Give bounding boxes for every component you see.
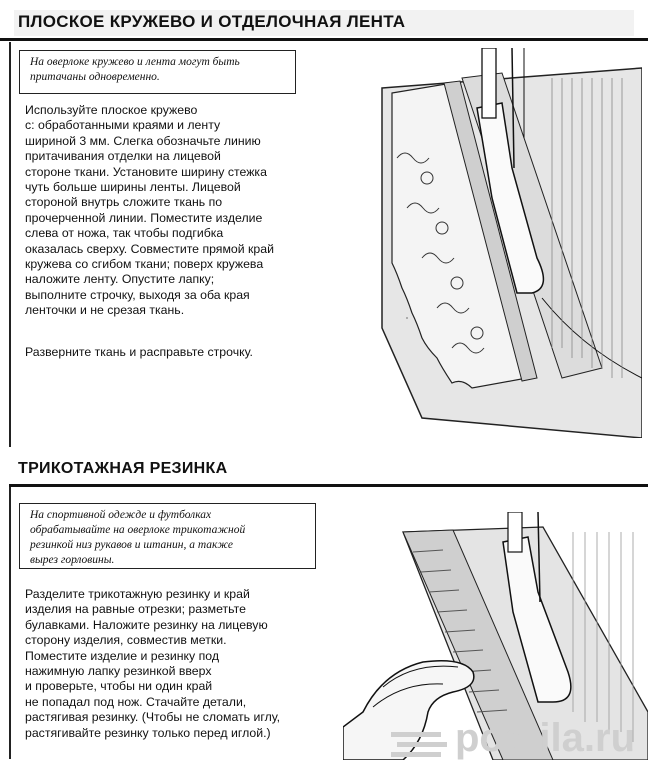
section1-instructions: Используйте плоское кружево с: обработанными краями и ленту шириной 3 мм. Слегка обозначьте линию притачивания отделки на лицевой стороне ткани. Установите ширину стежка чуть больше ширины ленты. Лицевой стороной внутрь сложите ткань по прочерченной линии. Поместите изделие слева от ножа, так чтобы подгибка оказалась сверху. Совместите прямой край кружева со сгибом ткани; поверх кружева наложите ленту. Опустите лапку; выполните строчку, выходя за оба края ленточки и не срезая ткань. [25, 103, 274, 318]
section1-note: На оверлоке кружево и лента могут быть притачаны одновременно. [30, 56, 240, 83]
section2-note: На спортивной одежде и футболках обрабатывайте на оверлоке трикотажной резинкой низ рукавов и штанин, а также вырез горловины. [30, 509, 246, 566]
presser-shank-2 [508, 512, 522, 552]
section2-left-frame [9, 487, 11, 759]
lace-sewing-illustration [352, 48, 642, 438]
section1-note-box [19, 50, 296, 94]
section2-note-box [19, 503, 316, 569]
section2-instructions: Разделите трикотажную резинку и край изделия на равные отрезки; разметьте булавками. Наложите резинку на лицевую сторону изделия, совместив метки. Поместите изделие и резинку под нажимную лапку резинкой вверх и проверьте, чтобы ни один край не попадал под нож. Стачайте детали, растягивая резинку. (Чтобы не сломать иглу, растягивайте резинку только перед иглой.) [25, 587, 281, 740]
section1-closing: Разверните ткань и расправьте строчку. [25, 345, 253, 359]
watermark-logo-icon [391, 728, 451, 764]
top-rule [0, 38, 648, 41]
section1-left-frame [9, 42, 11, 447]
section2-rule [9, 484, 648, 487]
watermark: postila.ru [455, 716, 636, 760]
presser-shank [482, 48, 496, 118]
section2-title: ТРИКОТАЖНАЯ РЕЗИНКА [18, 460, 228, 477]
section1-title [14, 10, 634, 36]
section1-title-text: ПЛОСКОЕ КРУЖЕВО И ОТДЕЛОЧНАЯ ЛЕНТА [18, 12, 406, 31]
